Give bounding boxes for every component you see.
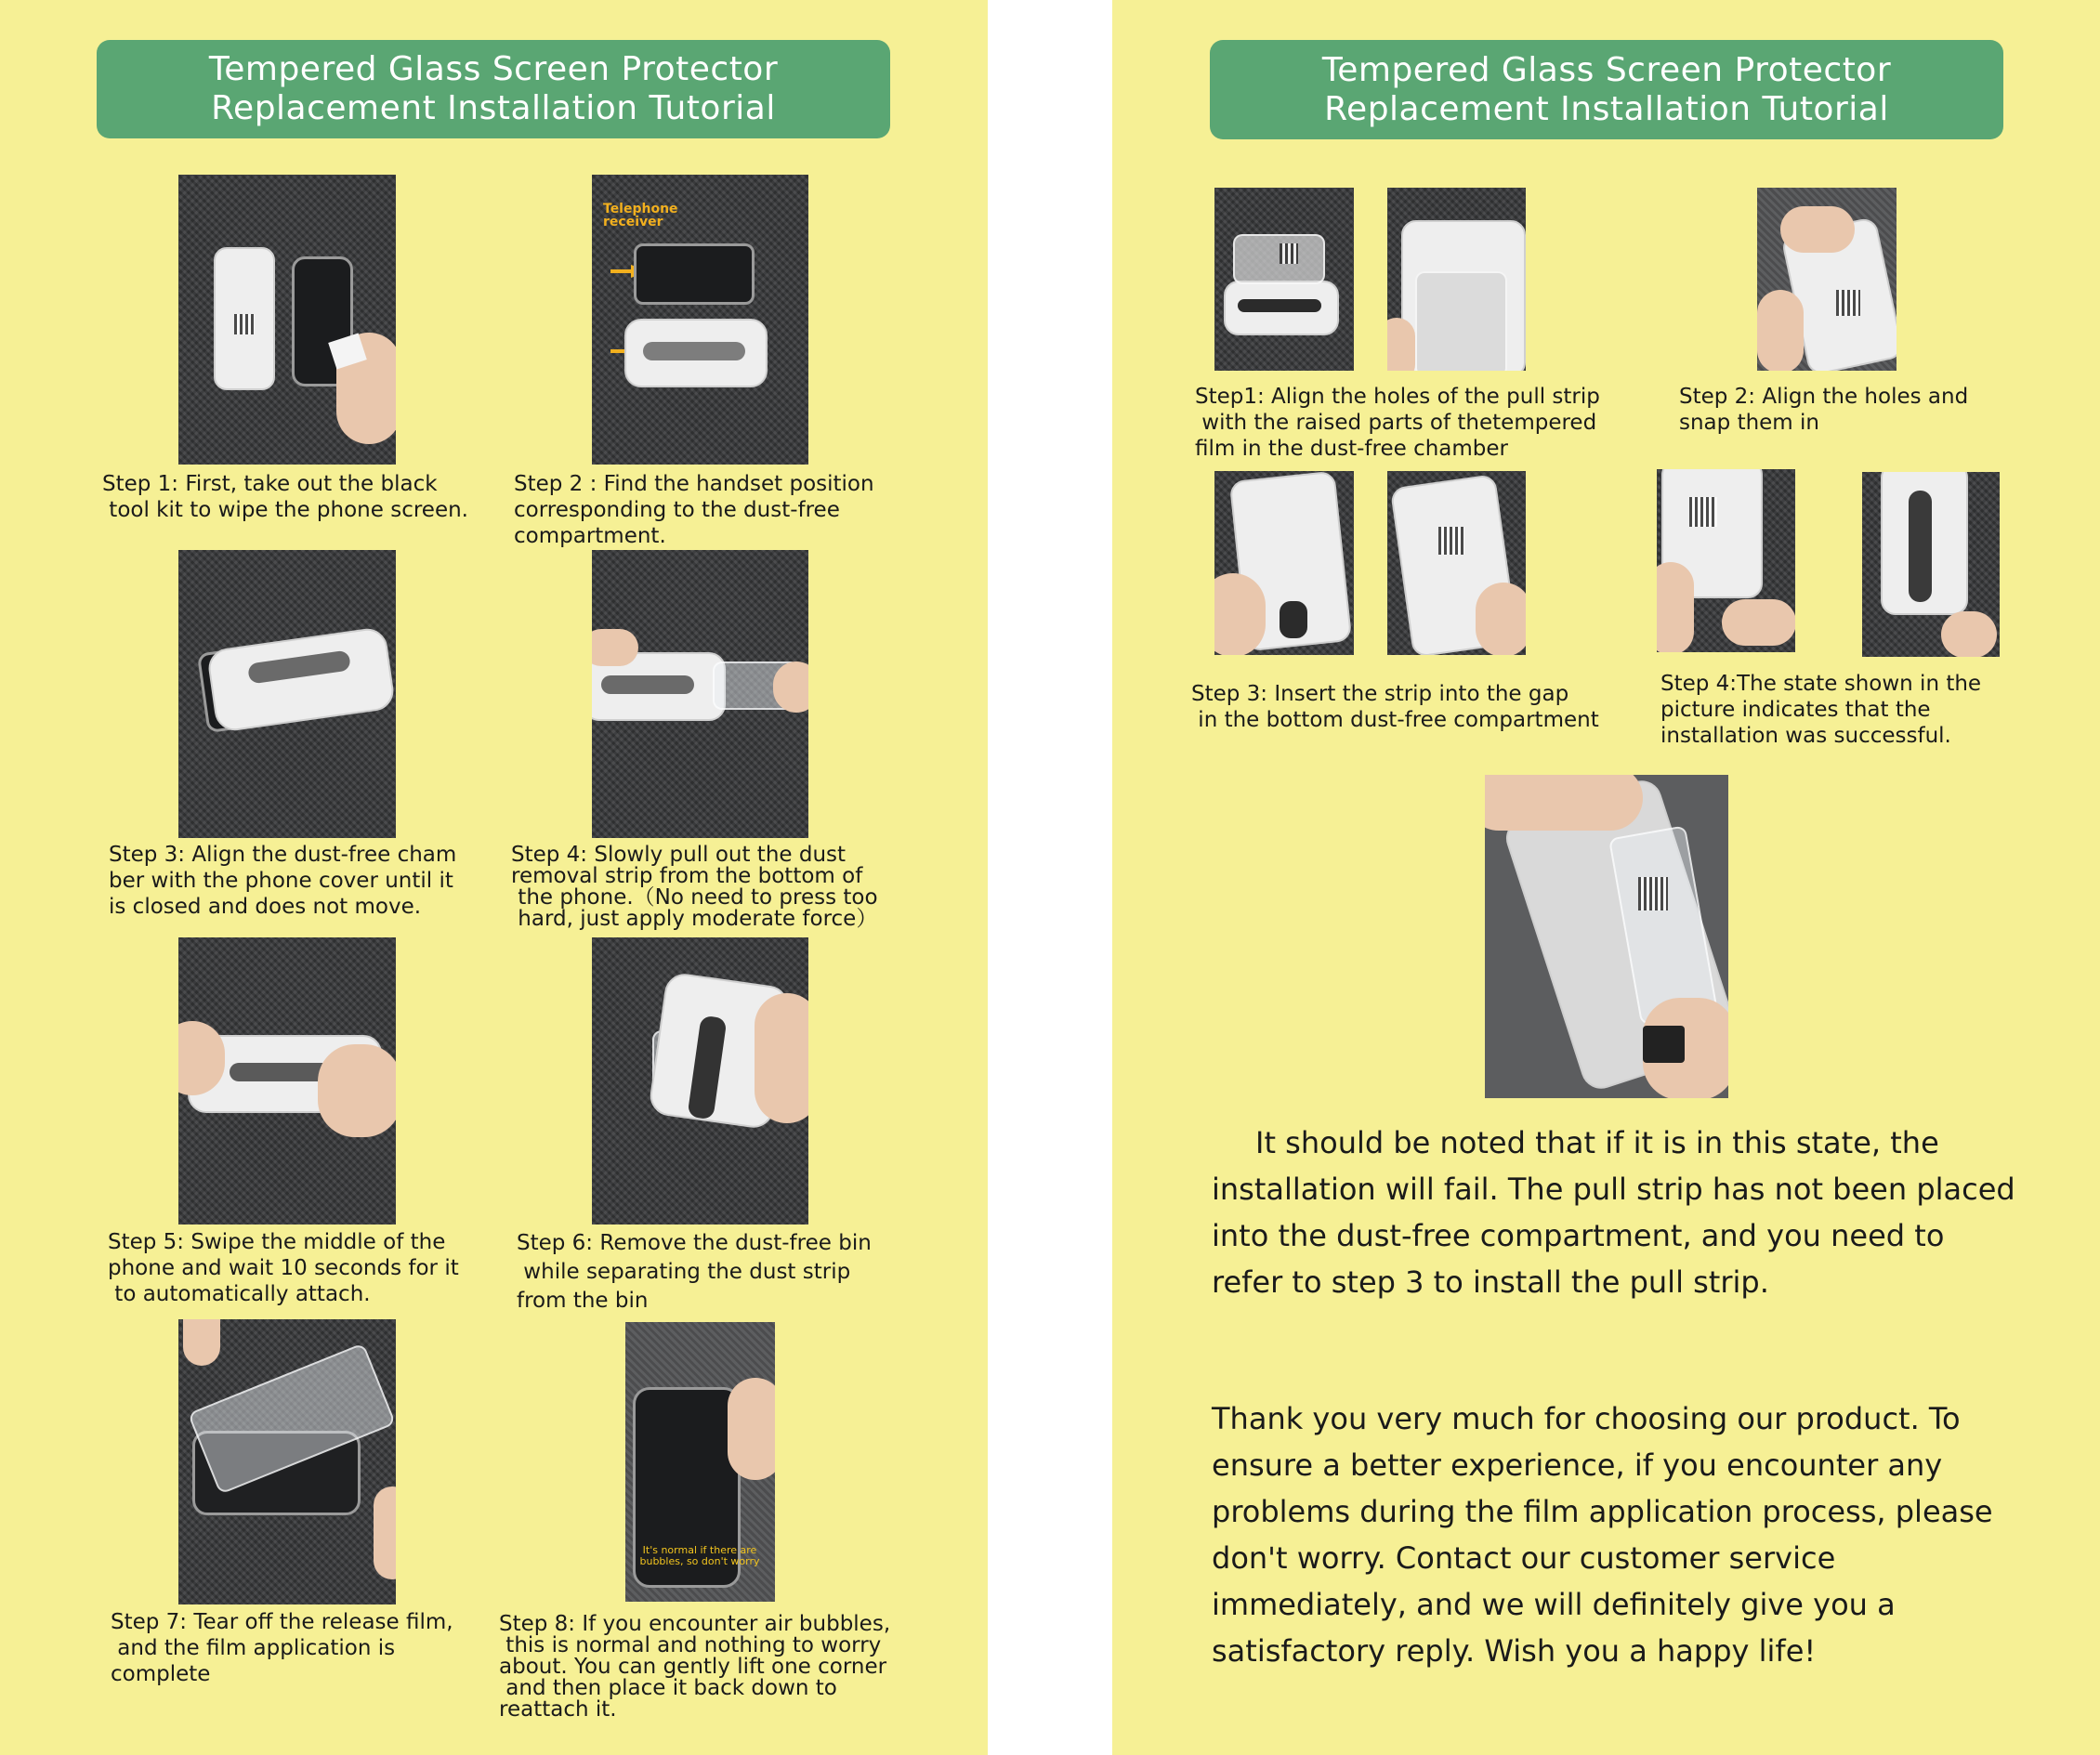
step-6-caption: Step 6: Remove the dust-free bin while separating the dust strip from the bin — [517, 1231, 872, 1313]
right-step-1-photo-a — [1214, 188, 1354, 371]
right-step-4-photo-a — [1657, 469, 1795, 652]
failure-state-photo — [1485, 775, 1728, 1098]
step-5-caption: Step 5: Swipe the middle of the phone and wait 10 seconds for it to automatically attach. — [108, 1230, 459, 1306]
step-3-photo — [178, 550, 396, 838]
step-7-caption: Step 7: Tear off the release film, and the film application is complete — [111, 1610, 453, 1686]
right-step-2-caption: Step 2: Align the holes and snap them in — [1679, 385, 1969, 435]
step-1-photo — [178, 175, 396, 465]
left-tutorial-panel — [0, 0, 988, 1755]
step-4-photo — [592, 550, 808, 838]
right-step-3-photo-b — [1387, 471, 1526, 655]
step-7-photo — [178, 1319, 396, 1604]
telephone-receiver-label: Telephone receiver — [603, 202, 678, 229]
right-tutorial-panel — [1112, 0, 2100, 1755]
step-8-photo — [625, 1322, 775, 1602]
step-8-caption: Step 8: If you encounter air bubbles, this is normal and nothing to worry about. You can gently lift one corner and then place it back down to reattach it. — [499, 1612, 891, 1722]
step-4-caption: Step 4: Slowly pull out the dust removal strip from the bottom of the phone.（No need to press too hard, just apply moderate force） — [511, 843, 878, 931]
step-2-caption: Step 2 : Find the handset position corresponding to the dust-free compartment. — [514, 472, 874, 548]
right-step-3-caption: Step 3: Insert the strip into the gap in the bottom dust-free compartment — [1191, 682, 1599, 732]
right-step-3-photo-a — [1214, 471, 1354, 655]
step-2-photo — [592, 175, 808, 465]
bubbles-note-overlay: It's normal if there are bubbles, so don't worry — [639, 1544, 760, 1567]
right-step-1-caption: Step1: Align the holes of the pull strip with the raised parts of thetempered film in the dust-free chamber — [1195, 385, 1600, 461]
right-step-4-photo-b — [1862, 472, 2000, 657]
thank-you-paragraph: Thank you very much for choosing our product. To ensure a better experience, if you encounter any problems during the film application process, please don't worry. Contact our customer service immediately, and we will definitely give you a satisfactory reply. Wish you a happy life! — [1212, 1401, 1993, 1669]
step-1-caption: Step 1: First, take out the black tool kit to wipe the phone screen. — [102, 472, 468, 522]
tutorial-title-banner — [97, 40, 890, 138]
tutorial-title-banner — [1210, 40, 2003, 139]
right-step-2-photo — [1757, 188, 1897, 371]
right-step-4-caption: Step 4:The state shown in the picture indicates that the installation was successful. — [1660, 672, 1982, 748]
title-line-1: Tempered Glass Screen Protector — [208, 50, 779, 88]
title-line-2: Replacement Installation Tutorial — [211, 89, 776, 127]
title-line-1: Tempered Glass Screen Protector — [1321, 50, 1892, 89]
failure-note-paragraph: It should be noted that if it is in this state, the installation will fail. The pull strip has not been placed into the dust-free compartment, and you need to refer to step 3 to install the pull strip. — [1212, 1125, 2015, 1300]
title-line-2: Replacement Installation Tutorial — [1324, 89, 1889, 128]
step-3-caption: Step 3: Align the dust-free cham ber with the phone cover until it is closed and does not move. — [109, 843, 457, 919]
step-5-photo — [178, 937, 396, 1225]
step-6-photo — [592, 937, 808, 1225]
right-step-1-photo-b — [1387, 188, 1526, 371]
